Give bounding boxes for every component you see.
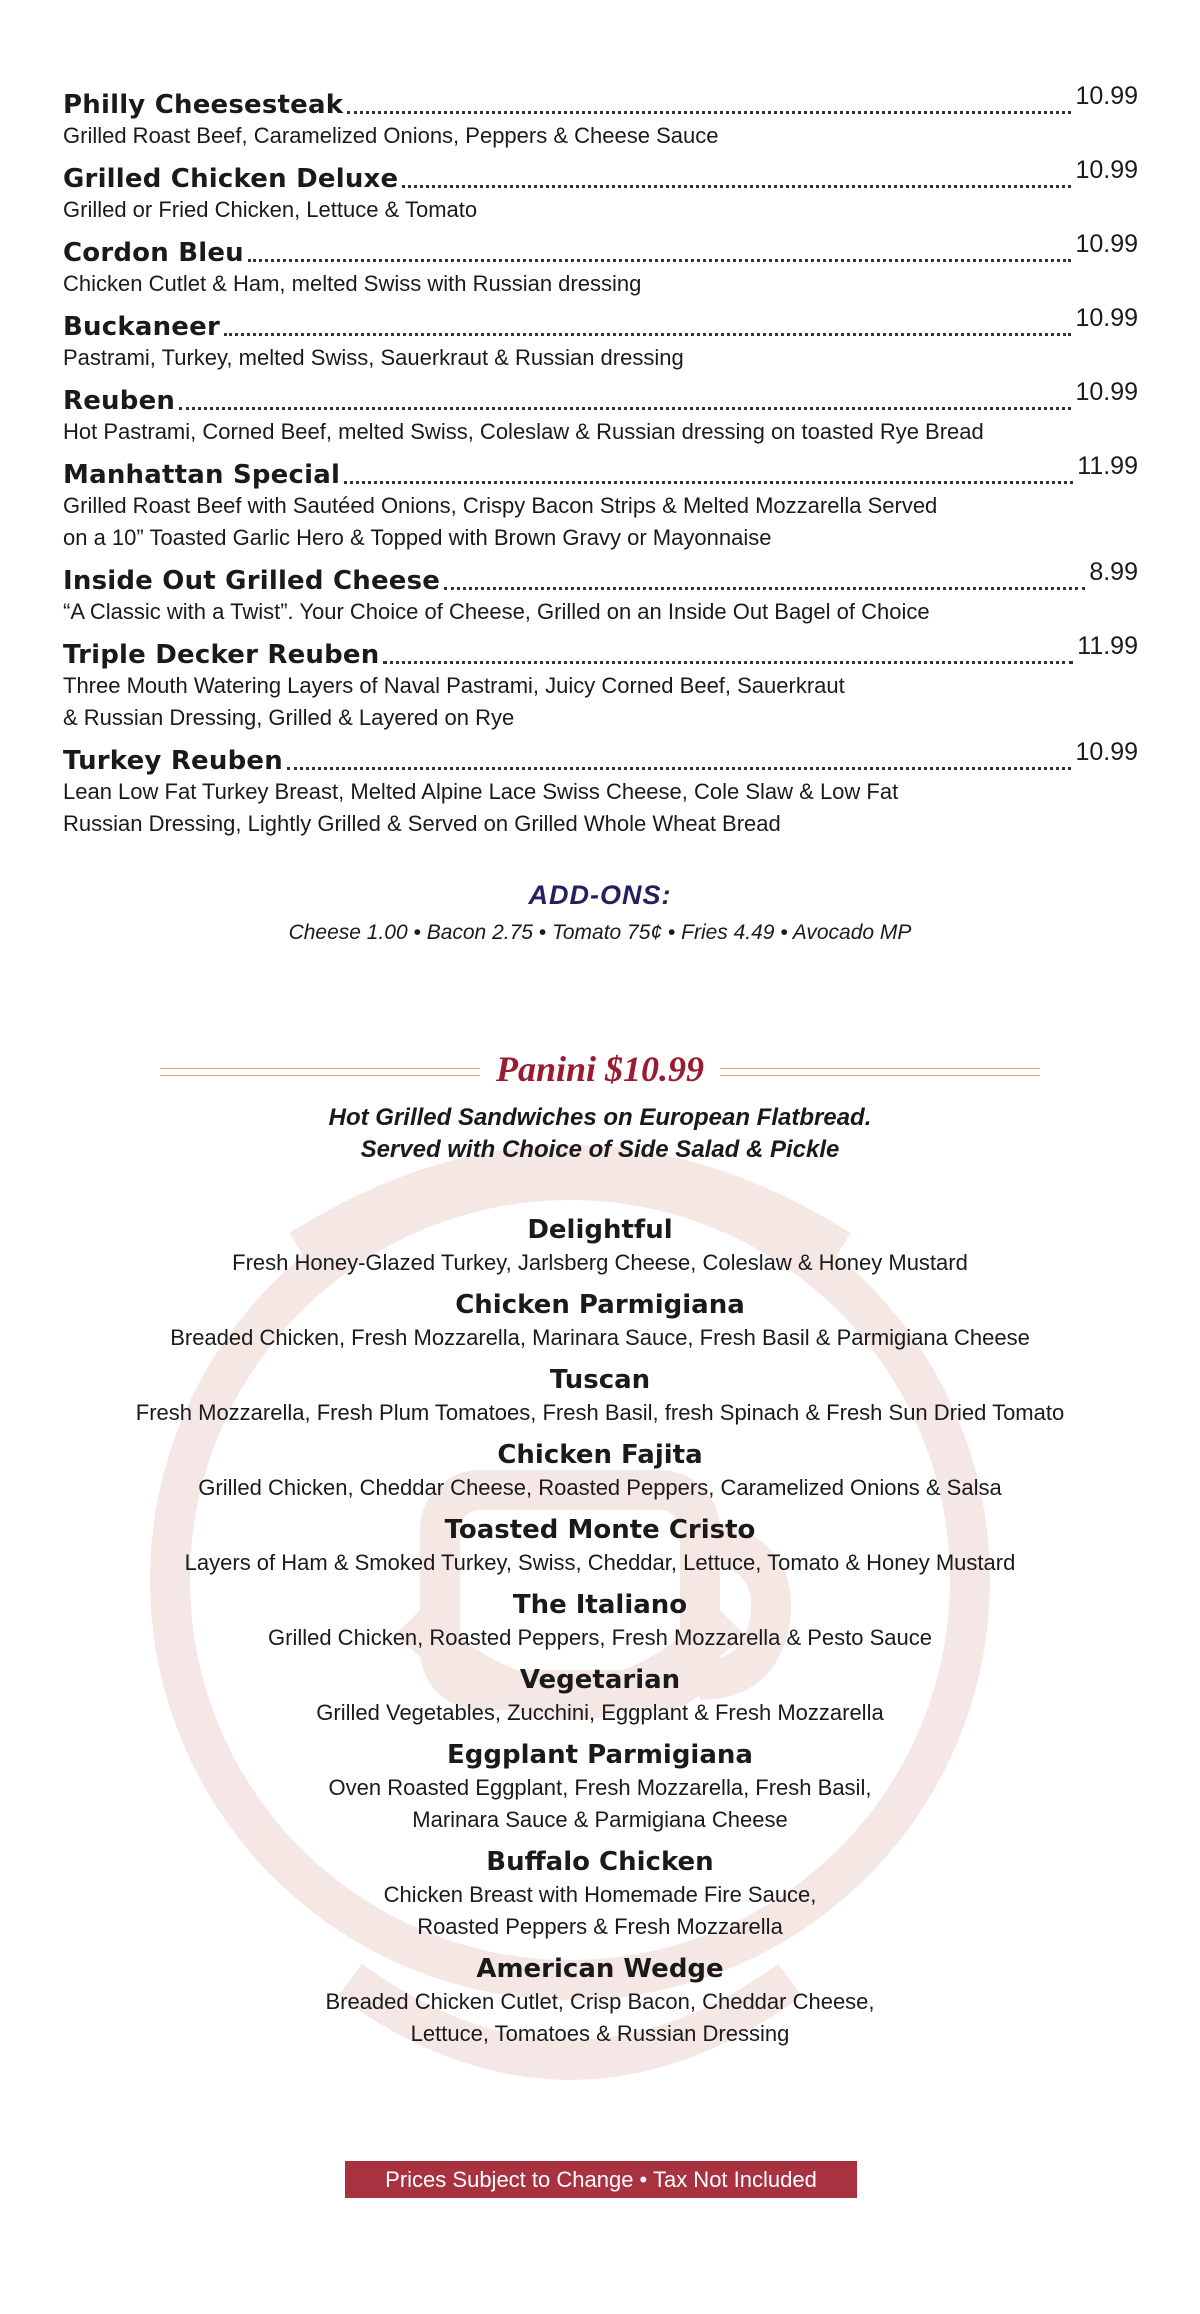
menu-item-price: 10.99 (1075, 738, 1138, 766)
panini-item-description: Lettuce, Tomatoes & Russian Dressing (410, 2021, 790, 2046)
dot-leader (383, 661, 1073, 664)
menu-item (63, 738, 1138, 840)
menu-item-description: “A Classic with a Twist”. Your Choice of Cheese, Grilled on an Inside Out Bagel of Choice (63, 599, 930, 624)
menu-item-name: Philly Cheesesteak (63, 90, 344, 120)
dot-leader (344, 481, 1073, 484)
menu-item (63, 558, 1138, 628)
menu-item-description: Grilled Roast Beef, Caramelized Onions, Peppers & Cheese Sauce (63, 123, 719, 148)
panini-item-description: Grilled Chicken, Roasted Peppers, Fresh Mozzarella & Pesto Sauce (268, 1625, 932, 1650)
panini-item-name: Chicken Fajita (497, 1440, 703, 1470)
menu-item-name: Grilled Chicken Deluxe (63, 164, 399, 194)
menu-item-description: Russian Dressing, Lightly Grilled & Served on Grilled Whole Wheat Bread (63, 811, 781, 836)
dot-leader (248, 259, 1072, 262)
panini-item-description: Chicken Breast with Homemade Fire Sauce, (383, 1882, 817, 1907)
menu-item-price: 10.99 (1075, 230, 1138, 258)
panini-item (0, 1952, 1200, 2050)
menu-item-name: Buckaneer (63, 312, 220, 342)
panini-item (0, 1288, 1200, 1354)
menu-item-description: Hot Pastrami, Corned Beef, melted Swiss, Coleslaw & Russian dressing on toasted Rye Bread (63, 419, 984, 444)
menu-item-price: 10.99 (1075, 82, 1138, 110)
menu-item-description: Chicken Cutlet & Ham, melted Swiss with Russian dressing (63, 271, 642, 296)
menu-item-name: Reuben (63, 386, 176, 416)
panini-item (0, 1588, 1200, 1654)
panini-item-description: Layers of Ham & Smoked Turkey, Swiss, Cheddar, Lettuce, Tomato & Honey Mustard (184, 1550, 1016, 1575)
panini-item-description: Marinara Sauce & Parmigiana Cheese (412, 1807, 788, 1832)
panini-item (0, 1513, 1200, 1579)
menu-item-name: Triple Decker Reuben (63, 640, 380, 670)
panini-item-description: Grilled Chicken, Cheddar Cheese, Roasted Peppers, Caramelized Onions & Salsa (198, 1475, 1002, 1500)
panini-item (0, 1213, 1200, 1279)
panini-item (0, 1663, 1200, 1729)
panini-item (0, 1438, 1200, 1504)
sandwich-list (63, 82, 1138, 848)
menu-item (63, 156, 1138, 226)
dot-leader (402, 185, 1071, 188)
menu-item (63, 632, 1138, 734)
panini-item-description: Fresh Honey-Glazed Turkey, Jarlsberg Cheese, Coleslaw & Honey Mustard (232, 1250, 968, 1275)
dot-leader (224, 333, 1071, 336)
menu-item-description: Three Mouth Watering Layers of Naval Pastrami, Juicy Corned Beef, Sauerkraut (63, 673, 845, 698)
dot-leader (287, 767, 1071, 770)
menu-item-description: & Russian Dressing, Grilled & Layered on Rye (63, 705, 515, 730)
panini-subtitle-line: Hot Grilled Sandwiches on European Flatbread. (328, 1104, 872, 1131)
panini-list (0, 1213, 1200, 2059)
panini-subtitle (0, 1102, 1200, 1166)
panini-title: Panini $10.99 (495, 1049, 705, 1089)
menu-item (63, 82, 1138, 152)
menu-item (63, 452, 1138, 554)
panini-item-name: Delightful (527, 1215, 673, 1245)
decorative-rule-right (720, 1068, 1040, 1076)
menu-item-description: Grilled Roast Beef with Sautéed Onions, Crispy Bacon Strips & Melted Mozzarella Served (63, 493, 938, 518)
panini-item-description: Breaded Chicken, Fresh Mozzarella, Marinara Sauce, Fresh Basil & Parmigiana Cheese (170, 1325, 1030, 1350)
panini-item-name: Toasted Monte Cristo (444, 1515, 756, 1545)
menu-item-description: Pastrami, Turkey, melted Swiss, Sauerkraut & Russian dressing (63, 345, 684, 370)
panini-item (0, 1738, 1200, 1836)
panini-item-name: American Wedge (476, 1954, 724, 1984)
dot-leader (347, 111, 1071, 114)
menu-item-description: Grilled or Fried Chicken, Lettuce & Tomato (63, 197, 478, 222)
panini-item-description: Oven Roasted Eggplant, Fresh Mozzarella, Fresh Basil, (328, 1775, 872, 1800)
menu-item-description: on a 10” Toasted Garlic Hero & Topped with Brown Gravy or Mayonnaise (63, 525, 772, 550)
menu-item (63, 230, 1138, 300)
panini-item-name: Tuscan (549, 1365, 651, 1395)
dot-leader (444, 587, 1085, 590)
panini-item-description: Breaded Chicken Cutlet, Crisp Bacon, Cheddar Cheese, (325, 1989, 875, 2014)
menu-item-name: Inside Out Grilled Cheese (63, 566, 441, 596)
addons-list: Cheese 1.00 • Bacon 2.75 • Tomato 75¢ • Fries 4.49 • Avocado MP (288, 921, 912, 944)
menu-item-name: Turkey Reuben (63, 746, 283, 776)
panini-item-name: Buffalo Chicken (486, 1847, 714, 1877)
menu-item-name: Manhattan Special (63, 460, 341, 490)
panini-header (0, 1046, 1200, 1166)
panini-item-name: The Italiano (512, 1590, 688, 1620)
menu-item-price: 11.99 (1077, 452, 1138, 480)
addons-title: ADD-ONS: (528, 880, 672, 910)
price-disclaimer-banner: Prices Subject to Change • Tax Not Included (345, 2161, 857, 2198)
panini-subtitle-line: Served with Choice of Side Salad & Pickle (360, 1136, 840, 1163)
menu-item-price: 10.99 (1075, 304, 1138, 332)
menu-item-description: Lean Low Fat Turkey Breast, Melted Alpine Lace Swiss Cheese, Cole Slaw & Low Fat (63, 779, 899, 804)
panini-item-description: Fresh Mozzarella, Fresh Plum Tomatoes, Fresh Basil, fresh Spinach & Fresh Sun Dried Tomato (135, 1400, 1065, 1425)
addons-section (0, 880, 1200, 945)
panini-item-description: Grilled Vegetables, Zucchini, Eggplant & Fresh Mozzarella (316, 1700, 884, 1725)
dot-leader (179, 407, 1071, 410)
menu-item (63, 304, 1138, 374)
menu-item-price: 11.99 (1077, 632, 1138, 660)
menu-item-price: 10.99 (1075, 378, 1138, 406)
panini-item-name: Eggplant Parmigiana (447, 1740, 753, 1770)
panini-item (0, 1363, 1200, 1429)
menu-item-name: Cordon Bleu (63, 238, 244, 268)
menu-item (63, 378, 1138, 448)
panini-item-name: Vegetarian (519, 1665, 681, 1695)
panini-item-name: Chicken Parmigiana (455, 1290, 745, 1320)
panini-item-description: Roasted Peppers & Fresh Mozzarella (417, 1914, 783, 1939)
panini-item (0, 1845, 1200, 1943)
menu-item-price: 8.99 (1089, 558, 1138, 586)
menu-item-price: 10.99 (1075, 156, 1138, 184)
